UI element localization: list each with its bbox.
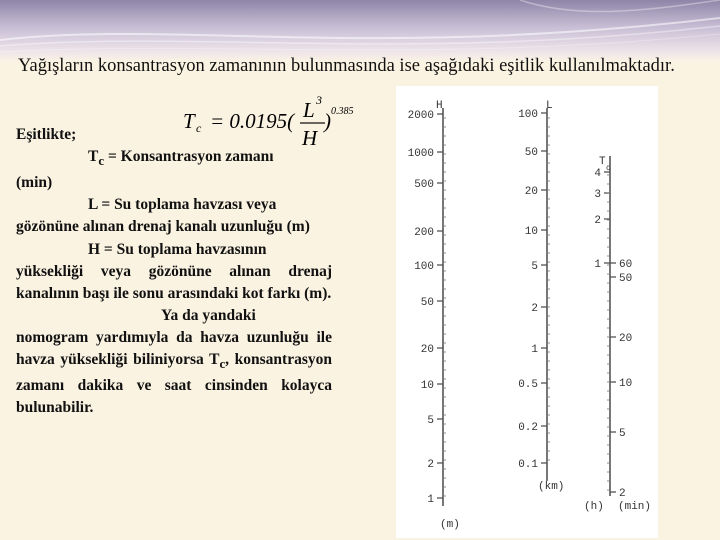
tc-hours-tick-label: 1 [594, 259, 601, 271]
h-axis-tick-label: 20 [420, 344, 434, 356]
nomogram-chart [396, 86, 658, 538]
formula-numerator: L [303, 98, 315, 122]
tc-minutes-tick-label: 60 [619, 259, 633, 271]
formula-denominator: H [302, 126, 318, 150]
l-definition-first: L = Su toplama havzası veya [88, 196, 277, 214]
formula-close-paren: ) [324, 109, 331, 133]
l-axis-tick-label: 2 [531, 303, 538, 315]
l-axis-tick-label: 1 [531, 344, 538, 356]
tc-hours-tick-label: 2 [594, 215, 601, 227]
decorative-header-band [0, 0, 720, 62]
h-definition-rest: yüksekliği veya gözönüne alınan drenaj kanalının başı ile sonu arasındaki kot farkı (m). [16, 262, 332, 302]
tc-minutes-tick-label: 20 [619, 333, 633, 345]
tc-axis-right-unit: (min) [618, 501, 652, 513]
h-axis-tick-label: 2 [427, 459, 434, 471]
h-axis-tick-label: 100 [414, 261, 434, 273]
formula-lhs: T [183, 109, 195, 133]
formula-numerator-exponent: 3 [316, 95, 322, 107]
h-definition-first: H = Su toplama havzasının [88, 240, 267, 258]
h-axis-unit: (m) [440, 519, 460, 531]
h-axis-tick-label: 50 [420, 297, 434, 309]
l-axis-tick-label: 0.5 [518, 379, 538, 391]
tc-minutes-tick-label: 5 [619, 428, 626, 440]
tc-subscript: c [98, 153, 105, 169]
h-axis-tick-label: 1 [427, 494, 434, 506]
slide-title: Yağışların konsantrasyon zamanının bulunmasında ise aşağıdaki eşitlik kullanılmaktadır. [18, 56, 675, 76]
formula-coefficient: = 0.0195( [210, 109, 295, 133]
tc-axis-header-sub: c [606, 164, 611, 173]
formula-exponent: 0.385 [331, 106, 354, 117]
l-axis-tick-label: 0.2 [518, 422, 538, 434]
h-axis-tick-label: 10 [420, 380, 434, 392]
intro-line: Eşitlikte; [16, 126, 77, 143]
tc-minutes-tick-label: 2 [619, 488, 626, 500]
l-definition-rest: gözönüne alınan drenaj kanalı uzunluğu (m) [16, 218, 310, 236]
tc-axis-left-unit: (h) [584, 501, 604, 513]
h-axis-header: H [436, 100, 443, 112]
tc-definition-text: = Konsantrasyon zamanı [107, 148, 274, 166]
h-axis-tick-label: 500 [414, 179, 434, 191]
h-axis-ticks [408, 110, 443, 506]
l-axis-unit: (km) [538, 481, 565, 493]
h-axis-tick-label: 2000 [407, 110, 434, 122]
l-axis-ticks [518, 109, 547, 471]
tc-axis-header: T [599, 156, 606, 168]
tc-definition [16, 146, 332, 172]
tc-minutes-tick-label: 50 [619, 273, 633, 285]
tc-minutes-tick-label: 10 [619, 378, 633, 390]
decorative-swirl-lines [0, 0, 720, 62]
alternative-first: Ya da yandaki [161, 306, 256, 324]
formula-lhs-sub: c [196, 121, 202, 135]
l-axis-tick-label: 10 [524, 226, 538, 238]
tc-hours-tick-label: 3 [594, 189, 601, 201]
l-axis-tick-label: 0.1 [518, 459, 538, 471]
explanation-text [16, 124, 332, 419]
alternative-rest: nomogram yardımıyla da havza uzunluğu ile havza yüksekliği biliniyorsa $T_c$, konsantrasyon zamanı dakika ve saat cinsinden kolayca bulunabilir. [16, 328, 332, 417]
l-axis-tick-label: 50 [524, 147, 538, 159]
l-axis-header: L [546, 100, 553, 112]
l-axis-tick-label: 20 [524, 186, 538, 198]
tc-symbol: T [88, 148, 99, 166]
tc-hours-tick-label: 4 [594, 168, 601, 180]
l-axis-tick-label: 100 [518, 109, 538, 121]
nomogram-figure [396, 86, 658, 538]
h-axis-tick-label: 5 [427, 415, 434, 427]
l-axis-tick-label: 5 [531, 261, 538, 273]
h-axis-tick-label: 200 [414, 227, 434, 239]
tc-definition-unit: (min) [16, 174, 53, 192]
h-axis-tick-label: 1000 [407, 148, 434, 160]
